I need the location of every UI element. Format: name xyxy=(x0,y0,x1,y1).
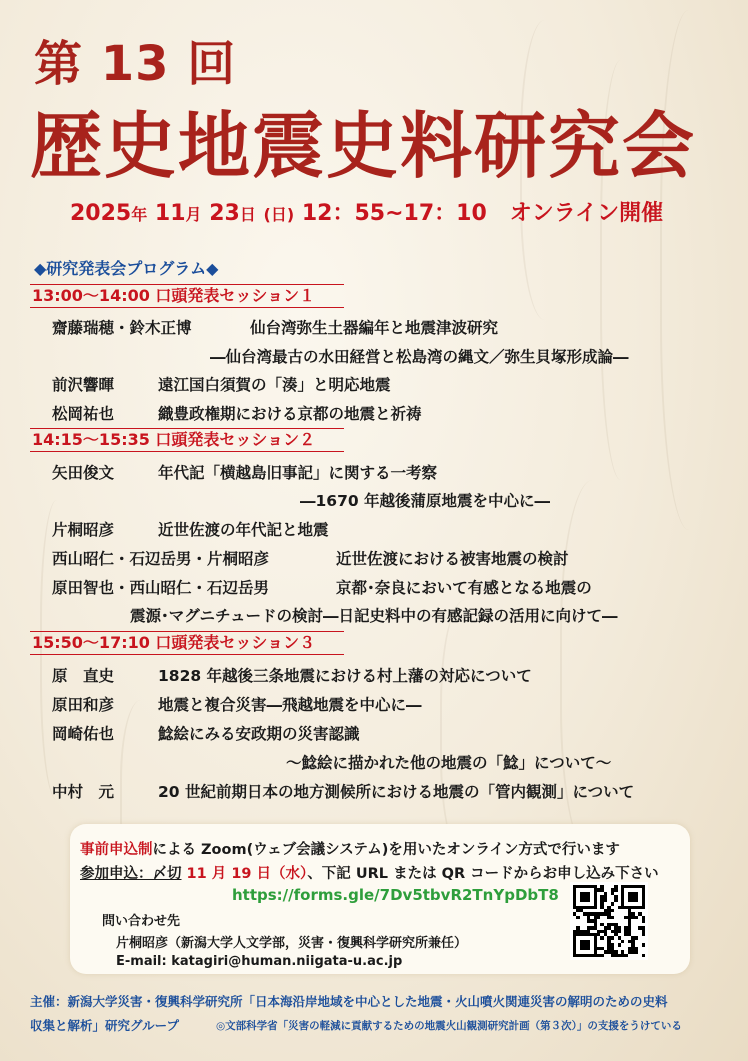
talk-speakers: 原田和彦 xyxy=(52,696,115,714)
talk-speakers: 岡崎佑也 xyxy=(52,725,115,743)
date-month-unit: 月 xyxy=(185,205,202,224)
talk-title: 近世佐渡における被害地震の検討 xyxy=(336,550,569,568)
talk-title: 鯰絵にみる安政期の災害認識 xyxy=(158,725,360,743)
contact-name: 片桐昭彦（新潟大学人文学部，災害・復興科学研究所兼任） xyxy=(116,936,468,951)
talk-subtitle: ―1670 年越後蒲原地震を中心に― xyxy=(300,492,551,510)
contact-email[interactable]: E-mail: katagiri@human.niigata-u.ac.jp xyxy=(116,954,403,969)
talk-title: 織豊政権期における京都の地震と祈祷 xyxy=(158,405,422,423)
talk-title: 仙台湾弥生土器編年と地震津波研究 xyxy=(250,319,499,337)
deadline-text: 、下記 URL または QR コードからお申し込み下さい xyxy=(307,866,659,882)
program-heading: ◆研究発表会プログラム◆ xyxy=(34,259,219,278)
talk-subtitle: ～鯰絵に描かれた他の地震の「鯰」について～ xyxy=(286,754,612,772)
talk-title: 京都･奈良において有感となる地震の xyxy=(336,579,592,597)
date-day: 23 xyxy=(209,201,240,226)
session-1-header: 13:00～14:00 口頭発表セッション１ xyxy=(30,284,344,308)
contact-heading: 問い合わせ先 xyxy=(102,914,181,929)
talk-speakers: 矢田俊文 xyxy=(52,464,115,482)
talk-speakers: 片桐昭彦 xyxy=(52,521,115,539)
date-month: 11 xyxy=(154,201,186,226)
registration-method-text: による Zoom(ウェブ会議システム)を用いたオンライン方式で行います xyxy=(152,842,620,858)
event-date xyxy=(70,196,663,227)
talk-title: 近世佐渡の年代記と地震 xyxy=(158,521,329,539)
date-year: 2025 xyxy=(70,201,132,226)
registration-notice xyxy=(70,824,690,974)
event-format: オンライン開催 xyxy=(509,201,664,226)
deadline-date: 11 月 19 日（水） xyxy=(181,866,308,882)
pre-registration-label: 事前申込制 xyxy=(80,842,153,858)
talk-title: 遠江国白須賀の「湊」と明応地震 xyxy=(158,376,391,394)
edition-label: 第 13 回 xyxy=(34,36,237,92)
date-time: 12：55~17：10 xyxy=(301,201,487,226)
talk-subtitle: 震源･マグニチュードの検討―日記史料中の有感記録の活用に向けて― xyxy=(130,607,618,625)
talk-speakers: 原 直史 xyxy=(52,667,115,685)
qr-code[interactable] xyxy=(570,882,648,960)
talk-title: 1828 年越後三条地震における村上藩の対応について xyxy=(158,667,532,685)
session-2-header: 14:15～15:35 口頭発表セッション２ xyxy=(30,428,344,452)
talk-speakers: 西山昭仁・石辺岳男・片桐昭彦 xyxy=(52,550,270,568)
deadline-label: 参加申込：〆切 xyxy=(80,866,182,882)
talk-title: 20 世紀前期日本の地方測候所における地震の「管内観測」について xyxy=(158,783,635,801)
session-3-header: 15:50～17:10 口頭発表セッション３ xyxy=(30,631,344,655)
organizer-line-1: 主催：新潟大学災害・復興科学研究所「日本海沿岸地域を中心とした地震・火山噴火関連災害の解明のための史料 xyxy=(30,994,668,1009)
talk-title: 地震と複合災害―飛越地震を中心に― xyxy=(158,696,422,714)
talk-speakers: 原田智也・西山昭仁・石辺岳男 xyxy=(52,579,270,597)
talk-speakers: 中村 元 xyxy=(52,783,115,801)
organizer-line-2: 収集と解析」研究グループ xyxy=(30,1018,180,1033)
talk-speakers: 松岡祐也 xyxy=(52,405,115,423)
registration-method xyxy=(80,838,620,859)
talk-speakers: 前沢響暉 xyxy=(52,376,115,394)
registration-deadline xyxy=(80,862,659,883)
support-note: ◎文部科学省「災害の軽減に貢献するための地震火山観測研究計画（第３次）」の支援をうけている xyxy=(216,1020,682,1032)
date-weekday: (日) xyxy=(263,205,295,224)
date-year-unit: 年 xyxy=(131,205,148,224)
talk-subtitle: ―仙台湾最古の水田経営と松島湾の縄文／弥生貝塚形成論― xyxy=(210,348,629,366)
date-day-unit: 日 xyxy=(239,205,256,224)
page-title: 歴史地震史料研究会 xyxy=(30,104,697,188)
talk-title: 年代記「横越島旧事記」に関する一考察 xyxy=(158,464,438,482)
registration-url-link[interactable]: https://forms.gle/7Dv5tbvR2TnYpDbT8 xyxy=(232,886,559,904)
talk-speakers: 齋藤瑞穂・鈴木正博 xyxy=(52,319,192,337)
